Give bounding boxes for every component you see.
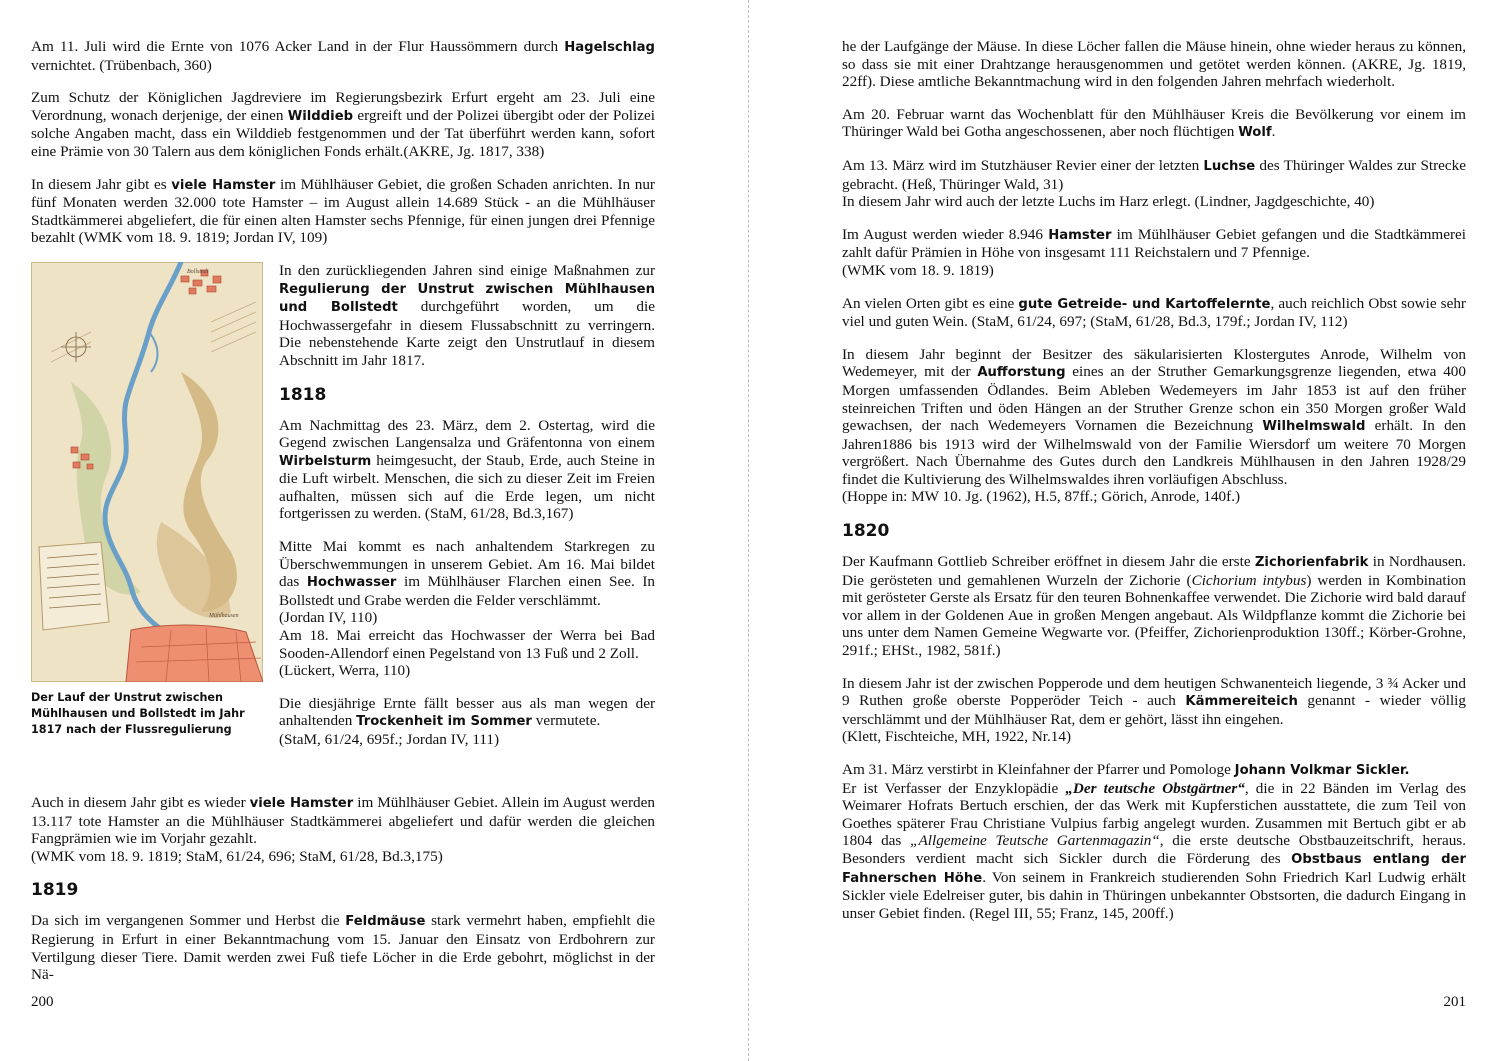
paragraph-feldmaeuse: Da sich im vergangenen Sommer und Herbst die Feldmäuse stark vermehrt haben, empfiehlt die Regierung in Erfurt in einer Bekanntmachung vom 15. Januar den Einsatz von Erdbohrern zur Vertilgung dieser Tiere. Damit werden zwei Fuß tiefe Löcher in die Erde gebohrt, möglichst in der Nä- [31, 912, 656, 984]
paragraph-kaemmereiteich: In diesem Jahr ist der zwischen Popperode und dem heutigen Schwanenteich liegende, 3 ¾ Acker und 9 Ruthen große oberste Popperöder Teich - auch Kämmereiteich genannt - wieder völlig verschlämmt und der Mühlhäuser Rat, dem er gehört, lässt ihn eingehen. (Klett, Fischteiche, MH, 1922, Nr.14) [842, 674, 1466, 746]
right-page [752, 0, 1500, 1061]
page-number-right: 201 [1443, 994, 1466, 1010]
left-column [31, 38, 655, 999]
paragraph-aufforstung: In diesem Jahr beginnt der Besitzer des säkularisierten Klostergutes Anrode, Wilhelm von Wedemeyer, mit der Aufforstung eines an der Struther Gemarkungsgrenze liegenden, etwa 400 Morgen umfassenden Ödlandes. Beim Ableben Wedemeyers im Jahr 1853 ist auf den früher steinreichen Triften und öden Hängen an der Struther Grenze schon ein 350 Morgen großer Wald gewachsen, der nach Wedemeyers Vornamen die Bezeichnung Wilhelmswald erhält. In den Jahren1886 bis 1913 wird der Wilhelmswald von der Familie Wiersdorf um weitere 70 Morgen vergrößert. Nach Übernahme des Gutes durch den Landkreis Mühlhausen in den Jahren 1928/29 findet die Kultivierung des Wilhelmswaldes ihren vorläufigen Abschluss. (Hoppe in: MW 10. Jg. (1962), H.5, 87ff.; Görich, Anrode, 140f.) [842, 345, 1467, 506]
map-label-bollstedt: Bollstedt [187, 268, 209, 275]
year-heading-1820: 1820 [842, 521, 890, 542]
page-gutter-divider [748, 0, 749, 1061]
paragraph-luchse: Am 13. März wird im Stutzhäuser Revier einer der letzten Luchse des Thüringer Waldes zur Strecke gebracht. (Heß, Thüringer Wald, 31) In diesem Jahr wird auch der letzte Luchs im Harz erlegt. (Lindner, Jagdgeschichte, 40) [842, 156, 1466, 211]
paragraph-ernte-1818: Die diesjährige Ernte fällt besser aus als man wegen der anhaltenden Trockenheit im Sommer vermutete. (StaM, 61/24, 695f.; Jordan IV, 111) [279, 694, 655, 748]
paragraph-werra: Am 18. Mai erreicht das Hochwasser der Werra bei Bad Sooden-Allendorf einen Pegelstand von 13 Fuß und 2 Zoll. (Lückert, Werra, 110) [279, 627, 655, 680]
map-section [31, 262, 655, 784]
paragraph-wirbelsturm: Am Nachmittag des 23. März, dem 2. Ostertag, wird die Gegend zwischen Langensalza und Gräfentonna von einem Wirbelsturm heimgesucht, der Staub, Erde, auch Steine in die Luft wirbelt. Menschen, die sich zu dieser Zeit im Freien aufhalten, müssen sich auf die Erde legen, um nicht fortgerissen zu werden. (StaM, 61/28, Bd.3,167) [279, 416, 655, 523]
paragraph-wolf: Am 20. Februar warnt das Wochenblatt für den Mühlhäuser Kreis die Bevölkerung vor einem im Thüringer Wald bei Gotha angeschossenen, aber noch flüchtigen Wolf. [842, 105, 1466, 141]
paragraph-sickler: Am 31. März verstirbt in Kleinfahner der Pfarrer und Pomologe Johann Volkmar Sickler. Er ist Verfasser der Enzyklopädie „Der teutsche Obstgärtner“, die in 22 Bänden im Verlag des Weimarer Hofrats Bertuch erschien, der das Werk mit Kupferstichen ausstattete, die zum Teil von Goethes späterer Frau Christiane Vulpius farbig angelegt wurden. Zusammen mit Bertuch gibt er ab 1804 das „Allgemeine Teutsche Gartenmagazin“, die erste deutsche Obstbauzeitschrift, heraus. Besonders verdient macht sich Sickler durch die Förderung des Obstbaus entlang der Fahnerschen Höhe. Von seinem in Frankreich studierenden Sohn Friedrich Karl Ludwig erhält Sickler viele Edelreiser guter, bis dahin in Thüringen unbekannter Obstsorten, die dadurch Eingang in unser Gebiet finden. (Regel III, 55; Franz, 145, 200ff.) [842, 761, 1466, 922]
paragraph-wilddieb: Zum Schutz der Königlichen Jagdreviere im Regierungsbezirk Erfurt ergeht am 23. Juli eine Verordnung, wonach derjenige, der einen Wilddieb ergreift und der Polizei übergibt oder der Polizei solche Angaben macht, dass ein Wilddieb festgenommen und der Tat überführt werden kann, sofort eine Prämie von 30 Talern aus dem königlichen Fonds erhält.(AKRE, Jg. 1817, 338) [31, 89, 655, 160]
paragraph-hamster-1817: In diesem Jahr gibt es viele Hamster im Mühlhäuser Gebiet, die großen Schaden anrichten. In nur fünf Monaten werden 32.000 tote Hamster – im August allein 14.689 Stück - an die Mühlhäuser Stadtkämmerei abgeliefert, die für einen alten Hamster sechs Pfennige, für einen jungen drei Pfennige bezahlt (WMK vom 18. 9. 1819; Jordan IV, 109) [31, 175, 655, 247]
left-page [0, 0, 748, 1061]
text-beside-map [279, 262, 655, 764]
paragraph-ernte-1819: An vielen Orten gibt es eine gute Getreide- und Kartoffelernte, auch reichlich Obst sowie sehr viel und guten Wein. (StaM, 61/24, 697; (StaM, 61/28, Bd.3, 179f.; Jordan IV, 112) [842, 294, 1466, 331]
map-caption: Der Lauf der Unstrut zwischen Mühlhausen und Bollstedt im Jahr 1817 nach der Flussregulierung [31, 690, 245, 736]
paragraph-maeuse-fortsetzung: he der Laufgänge der Mäuse. In diese Löcher fallen die Mäuse hinein, ohne wieder heraus zu können, so dass sie mit einer Drahtzange herausgenommen und getötet werden können. (AKRE, Jg. 1819, 22ff). Diese amtliche Bekanntmachung wird in den folgenden Jahren mehrfach wiederholt. [842, 38, 1466, 91]
unstrut-map-drawing [31, 262, 263, 682]
map-label-muehlhausen: Mühlhausen [209, 612, 239, 619]
year-heading-1818: 1818 [279, 384, 327, 405]
paragraph-zichorie: Der Kaufmann Gottlieb Schreiber eröffnet in diesem Jahr die erste Zichorienfabrik in Nordhausen. Die gerösteten und gemahlenen Wurzeln der Zichorie (Cichorium intybus) werden in Kombination mit gerösteter Gerste als Ersatz für den teuren Bohnenkaffee verwendet. Die Zichorie wird bald darauf vor allem in der Goldenen Aue in großen Mengen angebaut. Als Wildpflanze kommt die Zichorie bei uns unter dem Namen Gemeine Wegwarte vor. (Pfeiffer, Zichorienproduktion 130ff.; Körber-Grohne, 291f.; EHSt., 1982, 581f.) [842, 553, 1467, 660]
year-heading-1819: 1819 [31, 880, 79, 901]
paragraph-hamster-1818: Auch in diesem Jahr gibt es wieder viele Hamster im Mühlhäuser Gebiet. Allein im August werden 13.117 tote Hamster an die Mühlhäuser Stadtkämmerei abgeliefert und dafür werden die gleichen Fangprämien wie im Vorjahr gezahlt. (WMK vom 18. 9. 1819; StaM, 61/24, 696; StaM, 61/28, Bd.3,175) [31, 793, 655, 865]
paragraph-hamster-1819: Im August werden wieder 8.946 Hamster im Mühlhäuser Gebiet gefangen und die Stadtkämmerei zahlt dafür Prämien in Höhe von insgesamt 111 Reichstalern und 7 Pfennige. (WMK vom 18. 9. 1819) [842, 225, 1466, 279]
unstrut-map-image [31, 262, 263, 682]
paragraph-regulierung: In den zurückliegenden Jahren sind einige Maßnahmen zur Regulierung der Unstrut zwischen Mühlhausen und Bollstedt durchgeführt worden, um die Hochwassergefahr in diesem Flussabschnitt zu verringern. Die nebenstehende Karte zeigt den Unstrutlauf in diesem Abschnitt im Jahr 1817. [279, 261, 655, 369]
paragraph-hagelschlag: Am 11. Juli wird die Ernte von 1076 Acker Land in der Flur Haussömmern durch Hagelschlag vernichtet. (Trübenbach, 360) [31, 38, 655, 74]
right-column [842, 38, 1466, 937]
page-number-left: 200 [31, 994, 54, 1010]
paragraph-hochwasser: Mitte Mai kommt es nach anhaltendem Starkregen zu Überschwemmungen in unserem Gebiet. Am 16. Mai bildet das Hochwasser im Mühlhäuser Flarchen einen See. In Bollstedt und Grabe werden die Felder verschlämmt. (Jordan IV, 110) [279, 538, 656, 627]
